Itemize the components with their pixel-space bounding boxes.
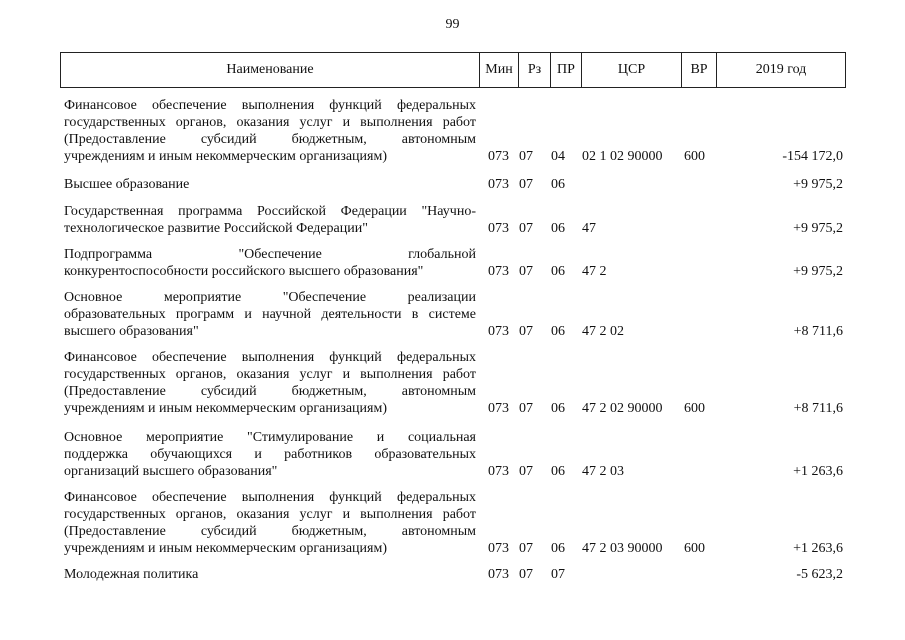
row-name-line: (Предоставление субсидий бюджетным, автономным — [64, 132, 476, 147]
row-name — [64, 176, 476, 193]
table-row — [0, 176, 905, 193]
table-row — [0, 246, 905, 280]
row-min: 073 — [488, 541, 509, 556]
row-name-line: Молодежная политика — [64, 567, 199, 582]
header-vr: ВР — [681, 53, 716, 87]
row-vr: 600 — [684, 541, 705, 556]
row-name — [64, 349, 476, 417]
row-csr: 47 2 03 90000 — [582, 541, 663, 556]
row-name-line: (Предоставление субсидий бюджетным, автономным — [64, 384, 476, 399]
row-pr: 06 — [551, 541, 565, 556]
row-min: 073 — [488, 264, 509, 279]
row-name-line: Финансовое обеспечение выполнения функций федеральных — [64, 350, 476, 365]
row-name-line: организаций высшего образования" — [64, 464, 278, 479]
row-name-line: государственных органов, оказания услуг и выполнения работ — [64, 507, 476, 522]
row-name-line: Основное мероприятие "Стимулирование и социальная — [64, 430, 476, 445]
row-pr: 04 — [551, 149, 565, 164]
row-min: 073 — [488, 177, 509, 192]
header-name: Наименование — [226, 62, 314, 77]
row-min: 073 — [488, 464, 509, 479]
table-header — [60, 52, 846, 88]
row-name-line: Подпрограмма "Обеспечение глобальной — [64, 247, 476, 262]
row-min: 073 — [488, 401, 509, 416]
row-min: 073 — [488, 324, 509, 339]
row-rz: 07 — [519, 401, 533, 416]
header-csr: ЦСР — [581, 53, 681, 87]
row-min: 073 — [488, 149, 509, 164]
row-rz: 07 — [519, 567, 533, 582]
row-amount: +8 711,6 — [793, 324, 843, 339]
row-csr: 47 2 02 — [582, 324, 624, 339]
row-amount: -154 172,0 — [782, 149, 843, 164]
row-amount: +9 975,2 — [793, 264, 843, 279]
table-row — [0, 203, 905, 237]
row-pr: 06 — [551, 264, 565, 279]
table-row — [0, 97, 905, 165]
header-pr: ПР — [550, 53, 581, 87]
row-name — [64, 246, 476, 280]
row-pr: 06 — [551, 464, 565, 479]
row-name-line: (Предоставление субсидий бюджетным, автономным — [64, 524, 476, 539]
table-row — [0, 489, 905, 557]
table-row — [0, 349, 905, 417]
row-name-line: технологическое развитие Российской Федерации" — [64, 221, 368, 236]
table-row — [0, 289, 905, 340]
row-rz: 07 — [519, 464, 533, 479]
row-name-line: учреждениям и иным некоммерческим организациям) — [64, 401, 388, 416]
row-csr: 02 1 02 90000 — [582, 149, 663, 164]
row-name-line: учреждениям и иным некоммерческим организациям) — [64, 149, 388, 164]
row-rz: 07 — [519, 541, 533, 556]
row-name-line: высшего образования" — [64, 324, 199, 339]
row-name — [64, 289, 476, 340]
row-name — [64, 429, 476, 480]
row-rz: 07 — [519, 264, 533, 279]
header-min: Мин — [479, 53, 518, 87]
row-name-line: Финансовое обеспечение выполнения функций федеральных — [64, 490, 476, 505]
row-pr: 06 — [551, 324, 565, 339]
row-name-line: Финансовое обеспечение выполнения функций федеральных — [64, 98, 476, 113]
row-amount: -5 623,2 — [796, 567, 843, 582]
row-vr: 600 — [684, 401, 705, 416]
row-name — [64, 97, 476, 165]
row-name — [64, 203, 476, 237]
header-rz: Рз — [518, 53, 550, 87]
row-name-line: государственных органов, оказания услуг и выполнения работ — [64, 367, 476, 382]
row-rz: 07 — [519, 221, 533, 236]
row-pr: 06 — [551, 177, 565, 192]
row-rz: 07 — [519, 149, 533, 164]
row-name-line: Основное мероприятие "Обеспечение реализации — [64, 290, 476, 305]
row-name-line: государственных органов, оказания услуг и выполнения работ — [64, 115, 476, 130]
row-amount: +9 975,2 — [793, 177, 843, 192]
table-row — [0, 429, 905, 480]
row-name — [64, 489, 476, 557]
row-amount: +8 711,6 — [793, 401, 843, 416]
row-rz: 07 — [519, 324, 533, 339]
row-pr: 06 — [551, 401, 565, 416]
row-name-line: Высшее образование — [64, 177, 190, 192]
row-name-line: Государственная программа Российской Федерации "Научно- — [64, 204, 476, 219]
row-pr: 07 — [551, 567, 565, 582]
row-rz: 07 — [519, 177, 533, 192]
row-vr: 600 — [684, 149, 705, 164]
row-name — [64, 566, 476, 583]
row-csr: 47 — [582, 221, 596, 236]
row-csr: 47 2 02 90000 — [582, 401, 663, 416]
row-name-line: поддержка обучающихся и работников образовательных — [64, 447, 476, 462]
row-amount: +9 975,2 — [793, 221, 843, 236]
table-row — [0, 566, 905, 583]
row-name-line: конкурентоспособности российского высшего образования" — [64, 264, 424, 279]
row-csr: 47 2 03 — [582, 464, 624, 479]
row-csr: 47 2 — [582, 264, 607, 279]
row-name-line: образовательных программ и научной деятельности в системе — [64, 307, 476, 322]
row-min: 073 — [488, 221, 509, 236]
row-min: 073 — [488, 567, 509, 582]
header-year: 2019 год — [716, 53, 845, 87]
row-amount: +1 263,6 — [793, 541, 843, 556]
row-amount: +1 263,6 — [793, 464, 843, 479]
row-name-line: учреждениям и иным некоммерческим организациям) — [64, 541, 388, 556]
row-pr: 06 — [551, 221, 565, 236]
page-number: 99 — [445, 17, 460, 32]
